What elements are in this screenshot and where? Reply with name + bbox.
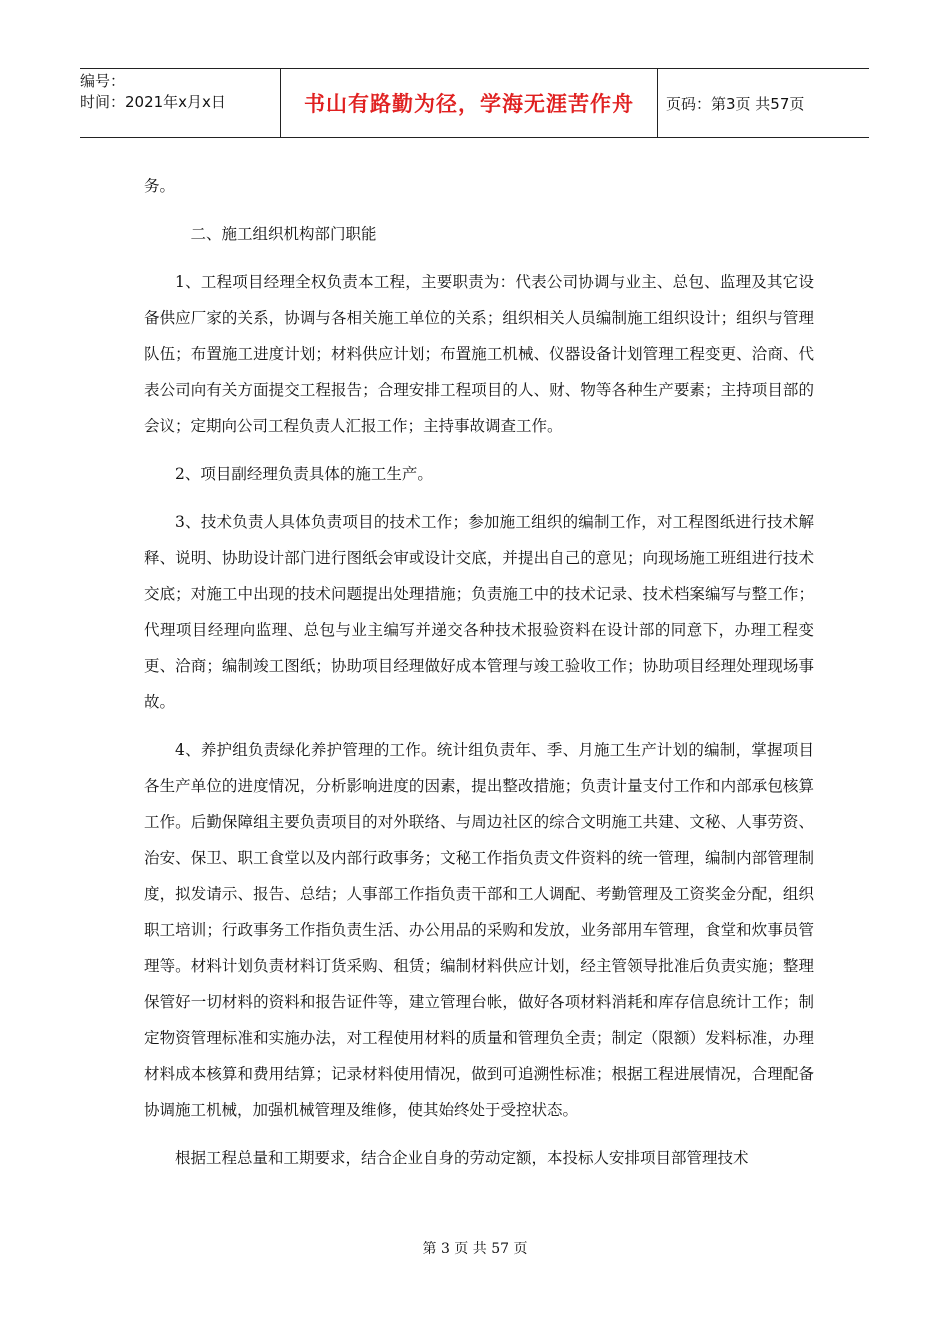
paragraph-deputy-manager: 2、项目副经理负责具体的施工生产。 (175, 465, 433, 483)
document-time-label: 时间：2021年x月x日 (80, 93, 226, 111)
document-number-label: 编号： (80, 72, 126, 90)
header-page-info: 页码：第3页 共57页 (666, 94, 805, 113)
paragraph-staffing: 根据工程总量和工期要求，结合企业自身的劳动定额，本投标人安排项目部管理技术 (175, 1149, 749, 1167)
paragraph-maintenance-group: 4、养护组负责绿化养护管理的工作。统计组负责年、季、月施工生产计划的编制，掌握项目各生产单位的进度情况，分析影响进度的因素，提出整改措施；负责计量支付工作和内部承包核算工作。后勤保障组主要负责项目的对外联络、与周边社区的综合文明施工共建、文秘、人事劳资、治安、保卫、职工食堂以及内部行政事务；文秘工作指负责文件资料的统一管理，编制内部管理制度，拟发请示、报告、总结；人事部工作指负责干部和工人调配、考勤管理及工资奖金分配，组织职工培训；行政事务工作指负责生活、办公用品的采购和发放，业务部用车管理，食堂和炊事员管理等。材料计划负责材料订货采购、租赁；编制材料供应计划，经主管领导批准后负责实施；整理保管好一切材料的资料和报告证件等，建立管理台帐，做好各项材料消耗和库存信息统计工作；制定物资管理标准和实施办法，对工程使用材料的质量和管理负全责；制定（限额）发料标准，办理材料成本核算和费用结算；记录材料使用情况，做到可追溯性标准；根据工程进展情况，合理配备协调施工机械，加强机械管理及维修，使其始终处于受控状态。 (144, 741, 814, 1119)
section-heading: 二、施工组织机构部门职能 (190, 225, 377, 243)
page-footer: 第 3 页 共 57 页 (422, 1241, 528, 1257)
header-meta (80, 69, 281, 137)
page-header (80, 68, 869, 138)
paragraph-technical-lead: 3、技术负责人具体负责项目的技术工作；参加施工组织的编制工作，对工程图纸进行技术解释、说明、协助设计部门进行图纸会审或设计交底，并提出自己的意见；向现场施工班组进行技术交底；对施工中出现的技术问题提出处理措施；负责施工中的技术记录、技术档案编写与整工作；代理项目经理向监理、总包与业主编写并递交各种技术报验资料在设计部的同意下，办理工程变更、洽商；编制竣工图纸；协助项目经理做好成本管理与竣工验收工作；协助项目经理处理现场事故。 (144, 513, 814, 711)
document-body (144, 168, 814, 1188)
paragraph-project-manager: 1、工程项目经理全权负责本工程，主要职责为：代表公司协调与业主、总包、监理及其它设备供应厂家的关系，协调与各相关施工单位的关系；组织相关人员编制施工组织设计；组织与管理队伍；布置施工进度计划；材料供应计划；布置施工机械、仪器设备计划管理工程变更、洽商、代表公司向有关方面提交工程报告；合理安排工程项目的人、财、物等各种生产要素；主持项目部的会议；定期向公司工程负责人汇报工作；主持事故调查工作。 (144, 273, 814, 435)
header-motto: 书山有路勤为径，学海无涯苦作舟 (281, 69, 658, 137)
paragraph-continuation: 务。 (144, 177, 176, 195)
